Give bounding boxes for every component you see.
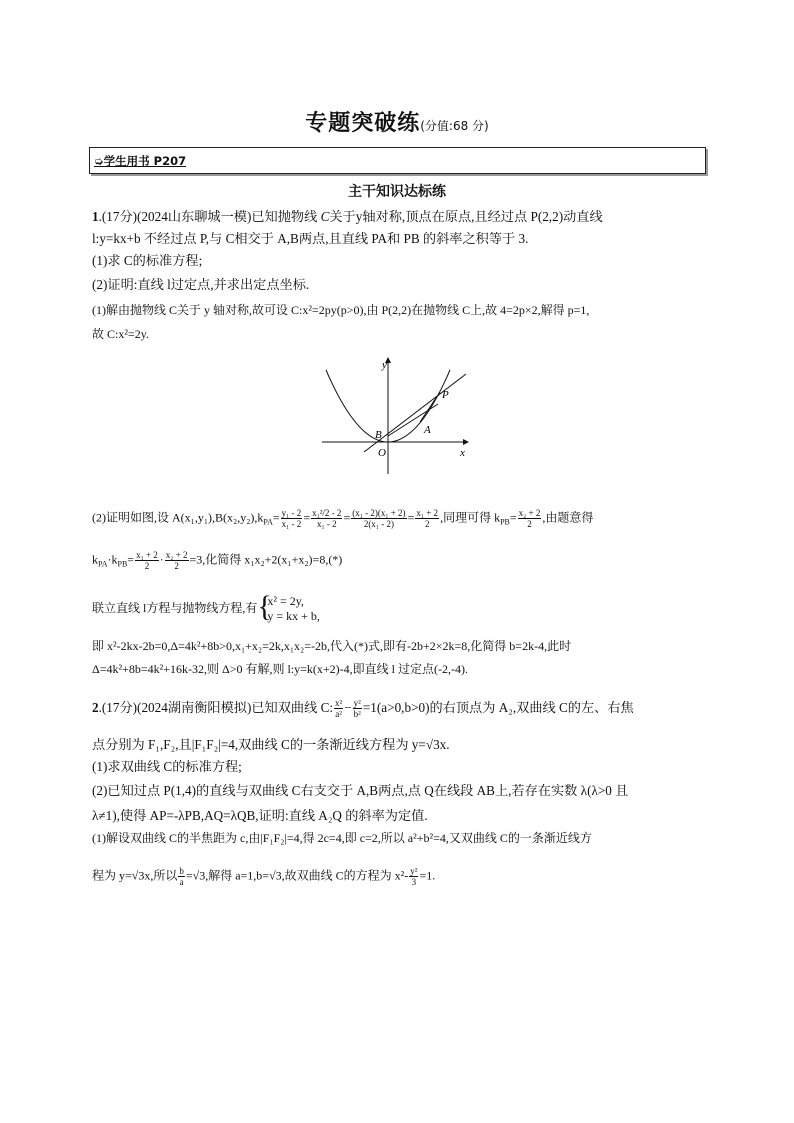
problem-1-solution-2-line-2: $k_{PA}\cdot k_{PB}=$ $\frac{\text{x₁ + 2}}{2}$ · $\frac{\text{x₂ + 2}}{2}$ =3,化简得 x₁x₂+2(x₁+x₂)=8,(*) [92, 550, 343, 571]
problem-1-solution-2-line-4: 即 x²-2kx-2b=0,Δ=4k²+8b>0,x₁+x₂=2k,x₁x₂=-2b,代入(*)式,即有-2b+2×2k=8,化简得 b=2k-4,此时 [92, 639, 572, 653]
score-note: (分值:68 分) [420, 119, 489, 133]
arrow-icon: ➭ [94, 154, 104, 168]
label-x: x [460, 447, 465, 459]
label-b: B [375, 429, 382, 441]
parabola-figure [318, 352, 478, 477]
problem-2-line-1: 2.(17分)(2024湖南衡阳模拟)已知双曲线 C: $\frac{\text{x²}}{\text{a²}}$ − $\frac{\text{y²}}{\text{b²}}$ =1(a>0,b>0)的右顶点为 A₂,双曲线 C的左、右焦 [92, 698, 634, 720]
page-title [0, 106, 794, 137]
problem-2-question-2-line-1: (2)已知过点 P(1,4)的直线与双曲线 C右支交于 A,B两点,点 Q在线段 AB上,若存在实数 λ(λ>0 且 [92, 783, 629, 798]
problem-1-solution-2-line-1: (2)证明如图,设 $A(x_1,y_1),B(x_2,y_2),k_{PA}=$ $\frac{\text{y₁ - 2}}{\text{x₁ - 2}}$ = $\frac{\text{x₁²/2 - 2}}{\text{x₁ - 2}}$ = $\frac{\text{(x₁ - 2)(x₁ + 2)}}{\text{2(x₁ - 2)}}$ = $\frac{\text{x₁ + 2}}{2}$ ,同理可得 $k_{PB}=$ $\frac{\text{x₂ + 2}}{2}$ ,由题意得 [92, 508, 594, 529]
problem-2-line-2: 点分别为 F₁,F₂,且|F₁F₂|=4,双曲线 C的一条渐近线方程为 y=√3x. [92, 737, 450, 752]
label-o: O [378, 447, 386, 459]
label-a: A [424, 424, 431, 436]
problem-2-question-2-line-2: λ≠1),使得 AP=-λPB,AQ=λQB,证明:直线 A₂Q 的斜率为定值. [92, 808, 428, 823]
problem-2-question-1: (1)求双曲线 C的标准方程; [92, 759, 242, 774]
book-reference-box [89, 147, 706, 174]
problem-2-number: 2 [92, 700, 99, 715]
problem-1-solution-2-line-3: 联立直线 l方程与抛物线方程,有 { x² = 2y, y = kx + b, [92, 590, 320, 623]
problem-1-solution-2-line-5: Δ=4k²+8b=4k²+16k-32,则 Δ>0 有解,则 l:y=k(x+2)-4,即直线 l 过定点(-2,-4). [92, 662, 468, 676]
section-title: 主干知识达标练 [348, 184, 446, 200]
problem-1-solution-1-line-1: (1)解由抛物线 C关于 y 轴对称,故可设 C:x²=2py(p>0),由 P(2,2)在抛物线 C上,故 4=2p×2,解得 p=1, [92, 303, 590, 317]
problem-2-solution-line-2: 程为 y=√3x,所以 $\frac{b}{a}$ =√3,解得 a=1,b=√3,故双曲线 C的方程为 x²- $\frac{\text{y²}}{3}$ =1. [92, 866, 436, 887]
problem-1-solution-1-line-2: 故 C:x²=2y. [92, 327, 149, 341]
equation-system: { x² = 2y, y = kx + b, [257, 590, 320, 623]
book-reference[interactable]: ➭学生用书 P207 [94, 154, 187, 168]
label-p: P [442, 389, 449, 401]
problem-1-line-2: l:y=kx+b 不经过点 P,与 C相交于 A,B两点,且直线 PA和 PB 的斜率之积等于 3. [92, 231, 529, 246]
problem-1-question-2: (2)证明:直线 l过定点,并求出定点坐标. [92, 277, 310, 292]
problem-1-line-1: 1.(17分)(2024山东聊城一模)已知抛物线 C关于y轴对称,顶点在原点,且经过点 P(2,2)动直线 [92, 209, 603, 224]
problem-1-question-1: (1)求 C的标准方程; [92, 253, 203, 268]
problem-2-solution-line-1: (1)解设双曲线 C的半焦距为 c,由|F₁F₂|=4,得 2c=4,即 c=2,所以 a²+b²=4,又双曲线 C的一条渐近线方 [92, 831, 592, 845]
title-main: 专题突破练 [305, 111, 421, 136]
problem-1-number: 1 [92, 209, 99, 224]
label-y: y [382, 359, 387, 371]
